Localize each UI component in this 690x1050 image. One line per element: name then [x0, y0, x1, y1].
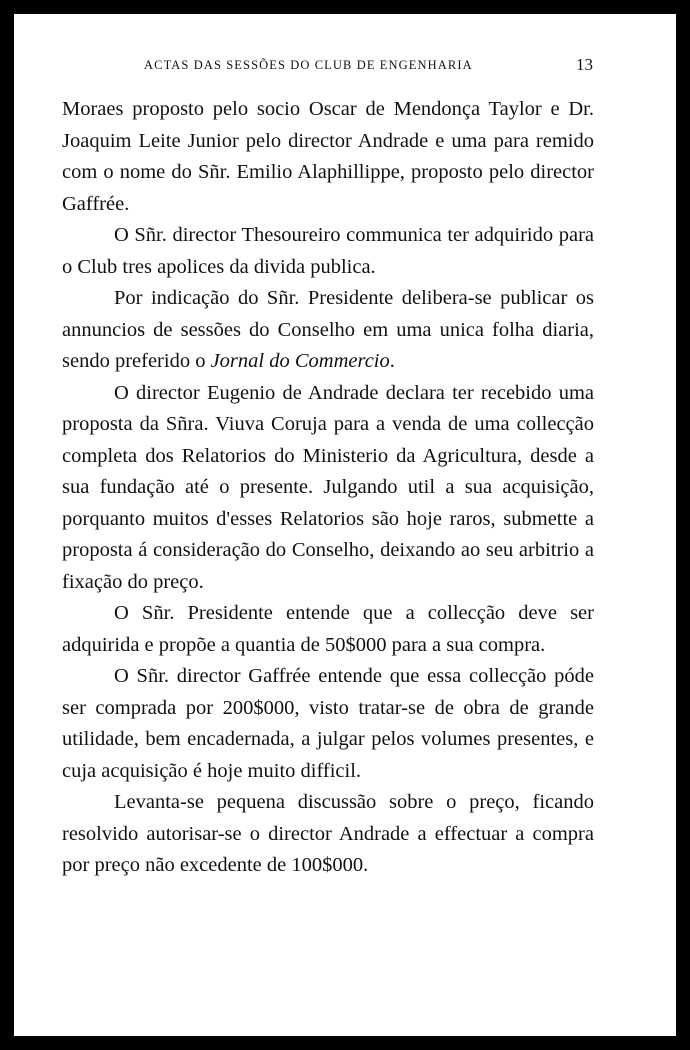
paragraph-continuation: Moraes proposto pelo socio Oscar de Mendonça Taylor e Dr. Joaquim Leite Junior pelo director Andrade e uma para remido com o nome do Sñr. Emilio Alaphillippe, proposto pelo director Gaffrée. — [62, 98, 594, 215]
paragraph-text-end: . — [389, 350, 395, 372]
paragraph-text: Por indicação do Sñr. Presidente delibera-se publicar os annuncios de sessões do Conselho em uma unica folha diaria, sendo preferido o — [62, 287, 594, 372]
page-number: 13 — [576, 55, 593, 74]
running-title: ACTAS DAS SESSÕES DO CLUB DE ENGENHARIA — [144, 58, 473, 72]
body-text — [62, 94, 594, 882]
paragraph-gaffree: O Sñr. director Gaffrée entende que essa collecção póde ser comprada por 200$000, visto tratar-se de obra de grande utilidade, bem encadernada, a julgar pelos volumes presentes, e cuja acquisição é hoje muito difficil. — [62, 665, 594, 782]
paragraph-proposta: O director Eugenio de Andrade declara ter recebido uma proposta da Sñra. Viuva Coruja para a venda de uma collecção completa dos Relatorios do Ministerio da Agricultura, desde a sua fundação até o presente. Julgando util a sua acquisição, porquanto muitos d'esses Relatorios são hoje raros, submette a proposta á consideração do Conselho, deixando ao seu arbitrio a fixação do preço. — [62, 381, 594, 593]
paragraph-annuncios — [62, 283, 594, 378]
paragraph-discussao: Levanta-se pequena discussão sobre o preço, ficando resolvido autorisar-se o director Andrade a effectuar a compra por preço não excedente de 100$000. — [62, 791, 594, 876]
book-page — [14, 14, 676, 1036]
paragraph-thesoureiro: O Sñr. director Thesoureiro communica ter adquirido para o Club tres apolices da divida publica. — [62, 224, 594, 278]
page-header — [14, 55, 676, 78]
paragraph-presidente: O Sñr. Presidente entende que a collecção deve ser adquirida e propõe a quantia de 50$000 para a sua compra. — [62, 602, 594, 656]
newspaper-title: Jornal do Commercio — [210, 350, 390, 372]
